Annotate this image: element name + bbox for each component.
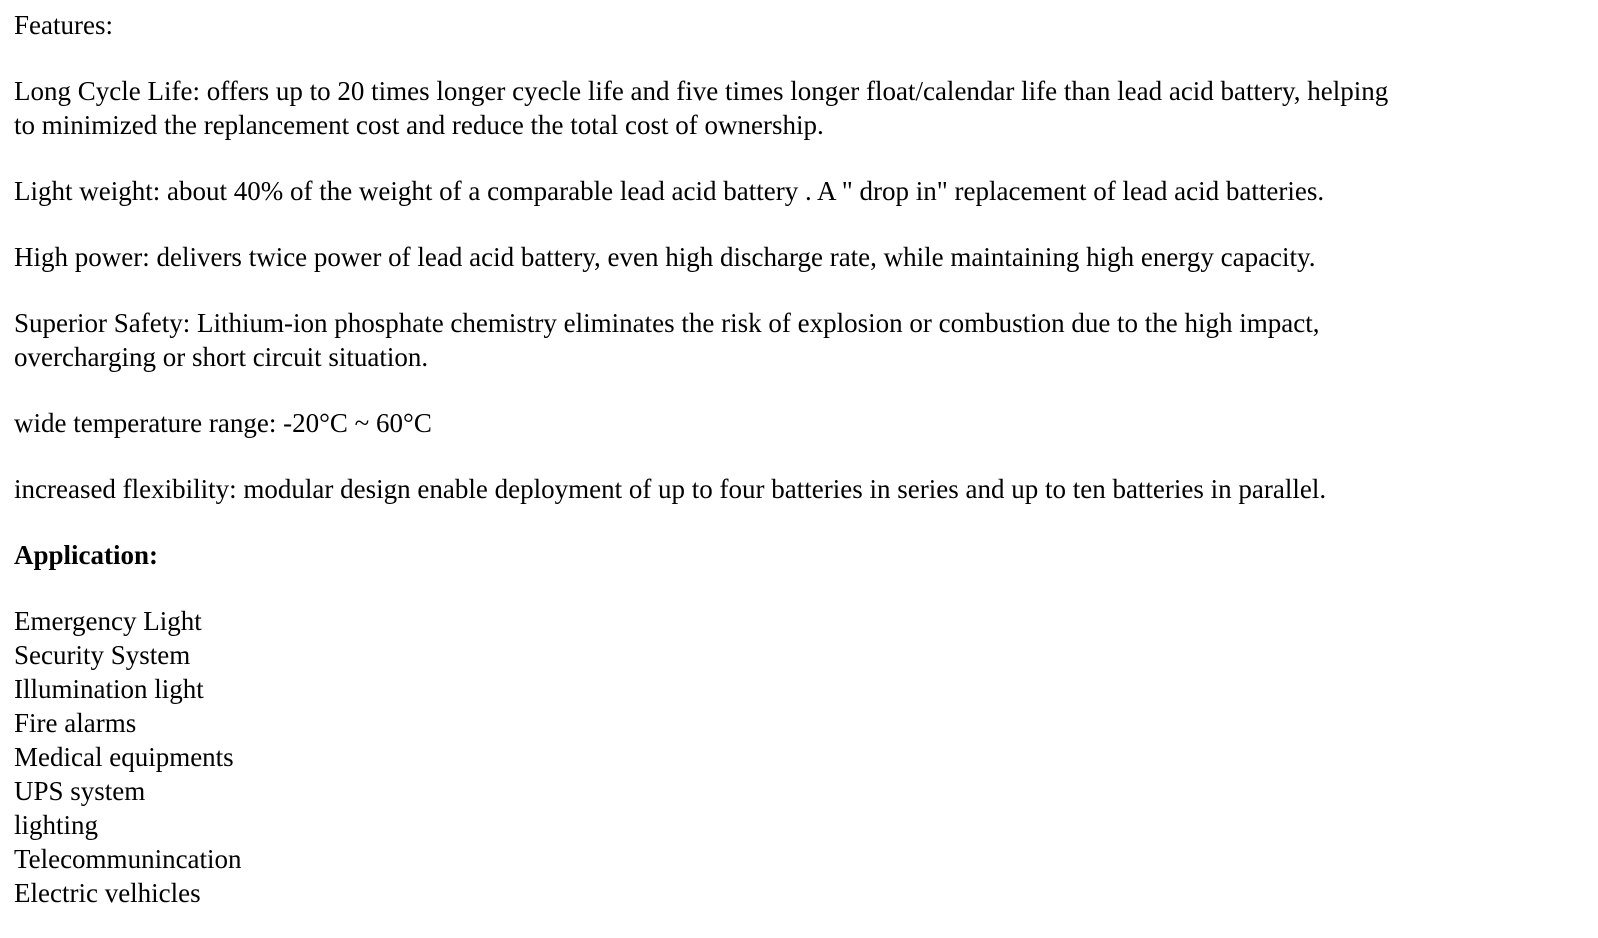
feature-temperature-range: wide temperature range: -20°C ~ 60°C <box>14 408 432 438</box>
list-item: Illumination light <box>14 674 204 704</box>
feature-high-power: High power: delivers twice power of lead acid battery, even high discharge rate, while maintaining high energy capacity. <box>14 242 1316 272</box>
application-list <box>14 604 1584 910</box>
list-item: Fire alarms <box>14 708 137 738</box>
feature-superior-safety: Superior Safety: Lithium-ion phosphate chemistry eliminates the risk of explosion or combustion due to the high impact, overcharging or short circuit situation. <box>14 308 1320 372</box>
features-heading: Features: <box>14 10 113 40</box>
product-description <box>14 8 1584 910</box>
application-heading: Application: <box>14 540 159 570</box>
list-item: Emergency Light <box>14 606 202 636</box>
list-item: Electric velhicles <box>14 878 201 908</box>
feature-long-cycle-life: Long Cycle Life: offers up to 20 times longer cyecle life and five times longer float/calendar life than lead acid battery, helping to minimized the replancement cost and reduce the total cost of ownership. <box>14 76 1389 140</box>
list-item: lighting <box>14 810 99 840</box>
feature-flexibility: increased flexibility: modular design enable deployment of up to four batteries in series and up to ten batteries in parallel. <box>14 474 1327 504</box>
list-item: Telecommunincation <box>14 844 242 874</box>
list-item: UPS system <box>14 776 146 806</box>
list-item: Medical equipments <box>14 742 234 772</box>
feature-light-weight: Light weight: about 40% of the weight of a comparable lead acid battery . A " drop in" replacement of lead acid batteries. <box>14 176 1325 206</box>
list-item: Security System <box>14 640 191 670</box>
